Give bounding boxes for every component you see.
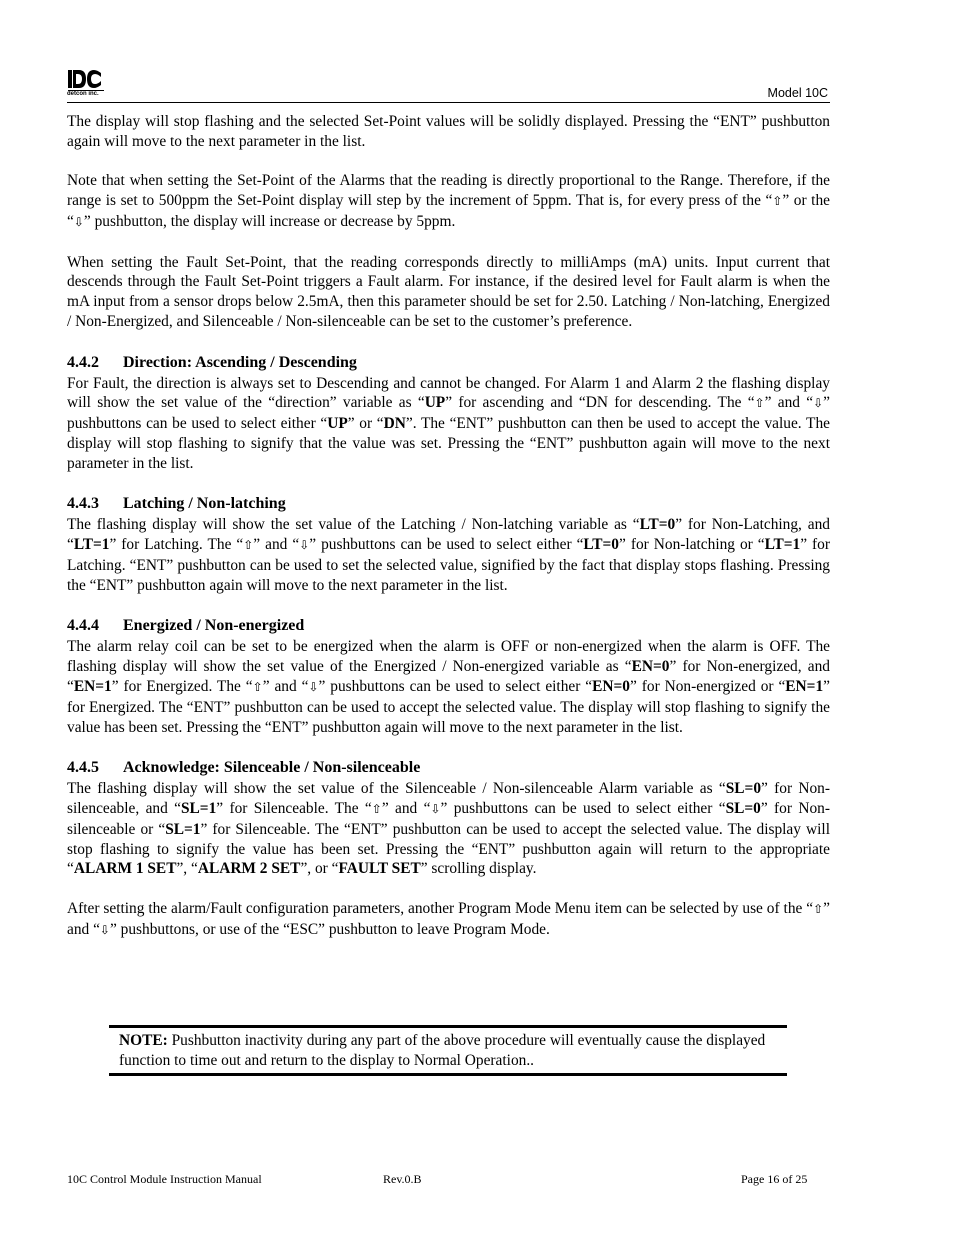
section-heading-4-4-2: 4.4.2 Direction: Ascending / Descending xyxy=(67,353,357,371)
section-heading-4-4-5: 4.4.5 Acknowledge: Silenceable / Non-silenceable xyxy=(67,759,421,777)
paragraph-display-stop: The display will stop flashing and the selected Set-Point values will be solidly displayed. Pressing the “ENT” pushbutton again will move to the next parameter in the list. xyxy=(67,113,830,150)
down-arrow-icon: ⇩ xyxy=(308,679,319,694)
down-arrow-icon: ⇩ xyxy=(430,801,441,816)
paragraph-acknowledge: The flashing display will show the set value of the Silenceable / Non-silenceable Alarm variable as “SL=0” for Non-silenceable, and “SL=1” for Silenceable. The “⇧” and “⇩” pushbuttons can be used to select either “SL=0” for Non-silenceable or “SL=1” for Silenceable. The “ENT” pushbutton can be used to accept the selected value. The display will stop flashing to signify the value has been set. Pressing the “ENT” pushbutton again will return to the appropriate “ALARM 1 SET”, “ALARM 2 SET”, or “FAULT SET” scrolling display. xyxy=(67,780,830,878)
up-arrow-icon: ⇧ xyxy=(371,801,382,816)
paragraph-setpoint-note: Note that when setting the Set-Point of the Alarms that the reading is directly proportional to the Range. Therefore, if the range is set to 500ppm the Set-Point display will step by the increment of 5ppm. That is, for every press of the “⇧” or the “⇩” pushbutton, the display will increase or decrease by 5ppm. xyxy=(67,172,830,230)
up-arrow-icon: ⇧ xyxy=(813,901,824,916)
section-heading-4-4-4: 4.4.4 Energized / Non-energized xyxy=(67,617,305,635)
up-arrow-icon: ⇧ xyxy=(754,396,765,411)
down-arrow-icon: ⇩ xyxy=(73,214,84,229)
down-arrow-icon: ⇩ xyxy=(99,922,110,937)
footer-revision: Rev.0.B xyxy=(383,1172,422,1186)
paragraph-energized: The alarm relay coil can be set to be energized when the alarm is OFF or non-energized when the alarm is OFF. The flashing display will show the set value of the Energized / Non-energized variable as “EN=0” for Non-energized, and “EN=1” for Energized. The “⇧” and “⇩” pushbuttons can be used to select either “EN=0” for Non-energized or “EN=1” for Energized. The “ENT” pushbutton can be used to accept the selected value. The display will stop flashing to signify the value has been set. Pressing the “ENT” pushbutton again will move to the next parameter in the list. xyxy=(67,638,830,736)
note-label: NOTE: xyxy=(119,1032,168,1049)
note-text: NOTE: Pushbutton inactivity during any part of the above procedure will eventually cause the displayed function to time out and return to the display to Normal Operation.. xyxy=(119,1032,766,1069)
model-label: Model 10C xyxy=(767,86,828,100)
up-arrow-icon: ⇧ xyxy=(243,538,254,553)
paragraph-after-setting: After setting the alarm/Fault configuration parameters, another Program Mode Menu item can be selected by use of the “⇧” and “⇩” pushbuttons, or use of the “ESC” pushbutton to leave Program Mode. xyxy=(67,899,830,938)
document-body xyxy=(67,112,830,960)
section-heading-4-4-3: 4.4.3 Latching / Non-latching xyxy=(67,495,286,513)
footer-manual-title: 10C Control Module Instruction Manual xyxy=(67,1172,262,1186)
down-arrow-icon: ⇩ xyxy=(813,396,824,411)
footer-page-number: Page 16 of 25 xyxy=(741,1172,808,1186)
up-arrow-icon: ⇧ xyxy=(252,679,263,694)
paragraph-direction: For Fault, the direction is always set to Descending and cannot be changed. For Alarm 1 and Alarm 2 the flashing display will show the set value of the “direction” variable as “UP” for ascending and “DN for descending. The “⇧” and “⇩” pushbuttons can be used to select either “UP” or “DN”. The “ENT” pushbutton can then be used to accept the value. The display will stop flashing to signify that the value was set. Pressing the “ENT” pushbutton again will move to the next parameter in the list. xyxy=(67,374,830,472)
down-arrow-icon: ⇩ xyxy=(299,538,310,553)
note-box xyxy=(109,1025,787,1076)
header-divider xyxy=(67,102,830,103)
paragraph-fault-setpoint: When setting the Fault Set-Point, that the reading corresponds directly to milliAmps (mA) units. Input current that descends through the Fault Set-Point triggers a Fault alarm. For instance, if the desired level for Fault alarm is when the mA input from a sensor drops below 2.5mA, then this parameter should be set for 2.50. Latching / Non-latching, Energized / Non-Energized, and Silenceable / Non-silenceable can be set to the customer’s preference. xyxy=(67,253,830,330)
logo-caption: detcon inc. xyxy=(67,91,99,97)
detcon-logo xyxy=(67,69,107,99)
up-arrow-icon: ⇧ xyxy=(772,194,783,209)
paragraph-latching: The flashing display will show the set value of the Latching / Non-latching variable as “LT=0” for Non-Latching, and “LT=1” for Latching. The “⇧” and “⇩” pushbuttons can be used to select either “LT=0” for Non-latching or “LT=1” for Latching. “ENT” pushbutton can be used to set the selected value, signified by the fact that display stops flashing. Pressing the “ENT” pushbutton again will move to the next parameter in the list. xyxy=(67,516,831,594)
